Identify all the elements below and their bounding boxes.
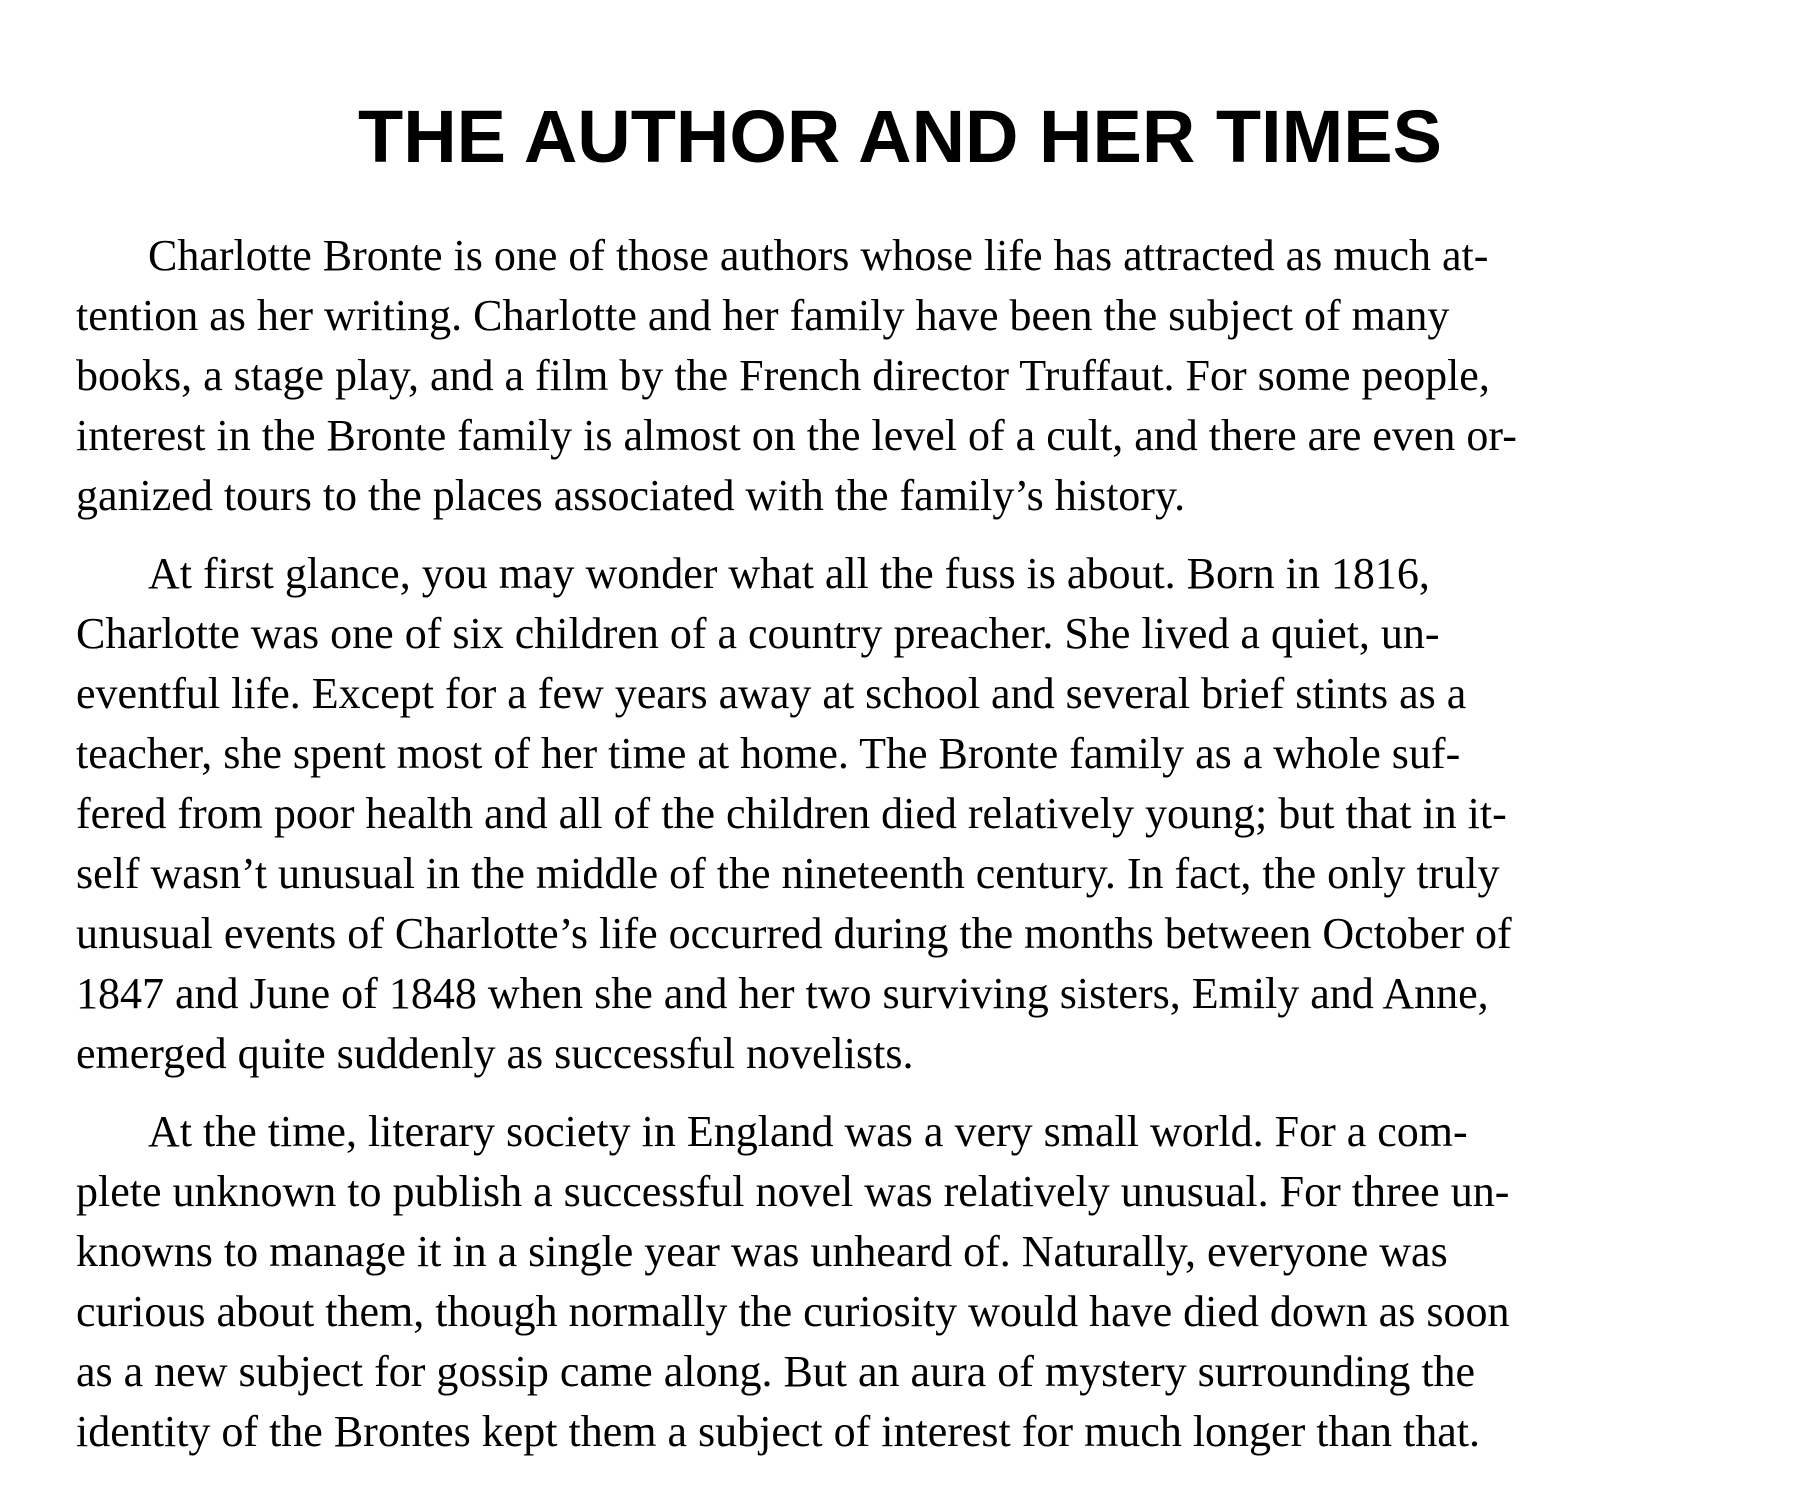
paragraph-2 bbox=[76, 544, 1736, 1084]
text-line: Charlotte was one of six children of a country preacher. She lived a quiet, un- bbox=[76, 609, 1440, 658]
text-line: At the time, literary society in England was a very small world. For a com- bbox=[148, 1107, 1468, 1156]
paragraph-3 bbox=[76, 1102, 1736, 1462]
text-line: Charlotte Bronte is one of those authors whose life has attracted as much at- bbox=[148, 231, 1489, 280]
text-line: emerged quite suddenly as successful novelists. bbox=[76, 1029, 914, 1078]
text-line: 1847 and June of 1848 when she and her two surviving sisters, Emily and Anne, bbox=[76, 969, 1489, 1018]
text-line: knowns to manage it in a single year was unheard of. Naturally, everyone was bbox=[76, 1227, 1448, 1276]
page-title: THE AUTHOR AND HER TIMES bbox=[358, 95, 1442, 178]
text-line: books, a stage play, and a film by the French director Truffaut. For some people, bbox=[76, 351, 1490, 400]
paragraph-1 bbox=[76, 226, 1736, 526]
text-line: ganized tours to the places associated with the family’s history. bbox=[76, 471, 1186, 520]
text-line: self wasn’t unusual in the middle of the nineteenth century. In fact, the only truly bbox=[76, 849, 1500, 898]
text-line: identity of the Brontes kept them a subject of interest for much longer than that. bbox=[76, 1407, 1480, 1456]
text-line: as a new subject for gossip came along. But an aura of mystery surrounding the bbox=[76, 1347, 1476, 1396]
text-line: plete unknown to publish a successful novel was relatively unusual. For three un- bbox=[76, 1167, 1510, 1216]
text-line: curious about them, though normally the curiosity would have died down as soon bbox=[76, 1287, 1510, 1336]
text-line: unusual events of Charlotte’s life occurred during the months between October of bbox=[76, 909, 1512, 958]
text-line: fered from poor health and all of the children died relatively young; but that in it- bbox=[76, 789, 1507, 838]
text-line: tention as her writing. Charlotte and her family have been the subject of many bbox=[76, 291, 1450, 340]
text-line: eventful life. Except for a few years away at school and several brief stints as a bbox=[76, 669, 1467, 718]
text-line: interest in the Bronte family is almost on the level of a cult, and there are even or- bbox=[76, 411, 1517, 460]
body-text bbox=[76, 226, 1736, 1480]
text-line: teacher, she spent most of her time at home. The Bronte family as a whole suf- bbox=[76, 729, 1461, 778]
text-line: At first glance, you may wonder what all the fuss is about. Born in 1816, bbox=[148, 549, 1430, 598]
